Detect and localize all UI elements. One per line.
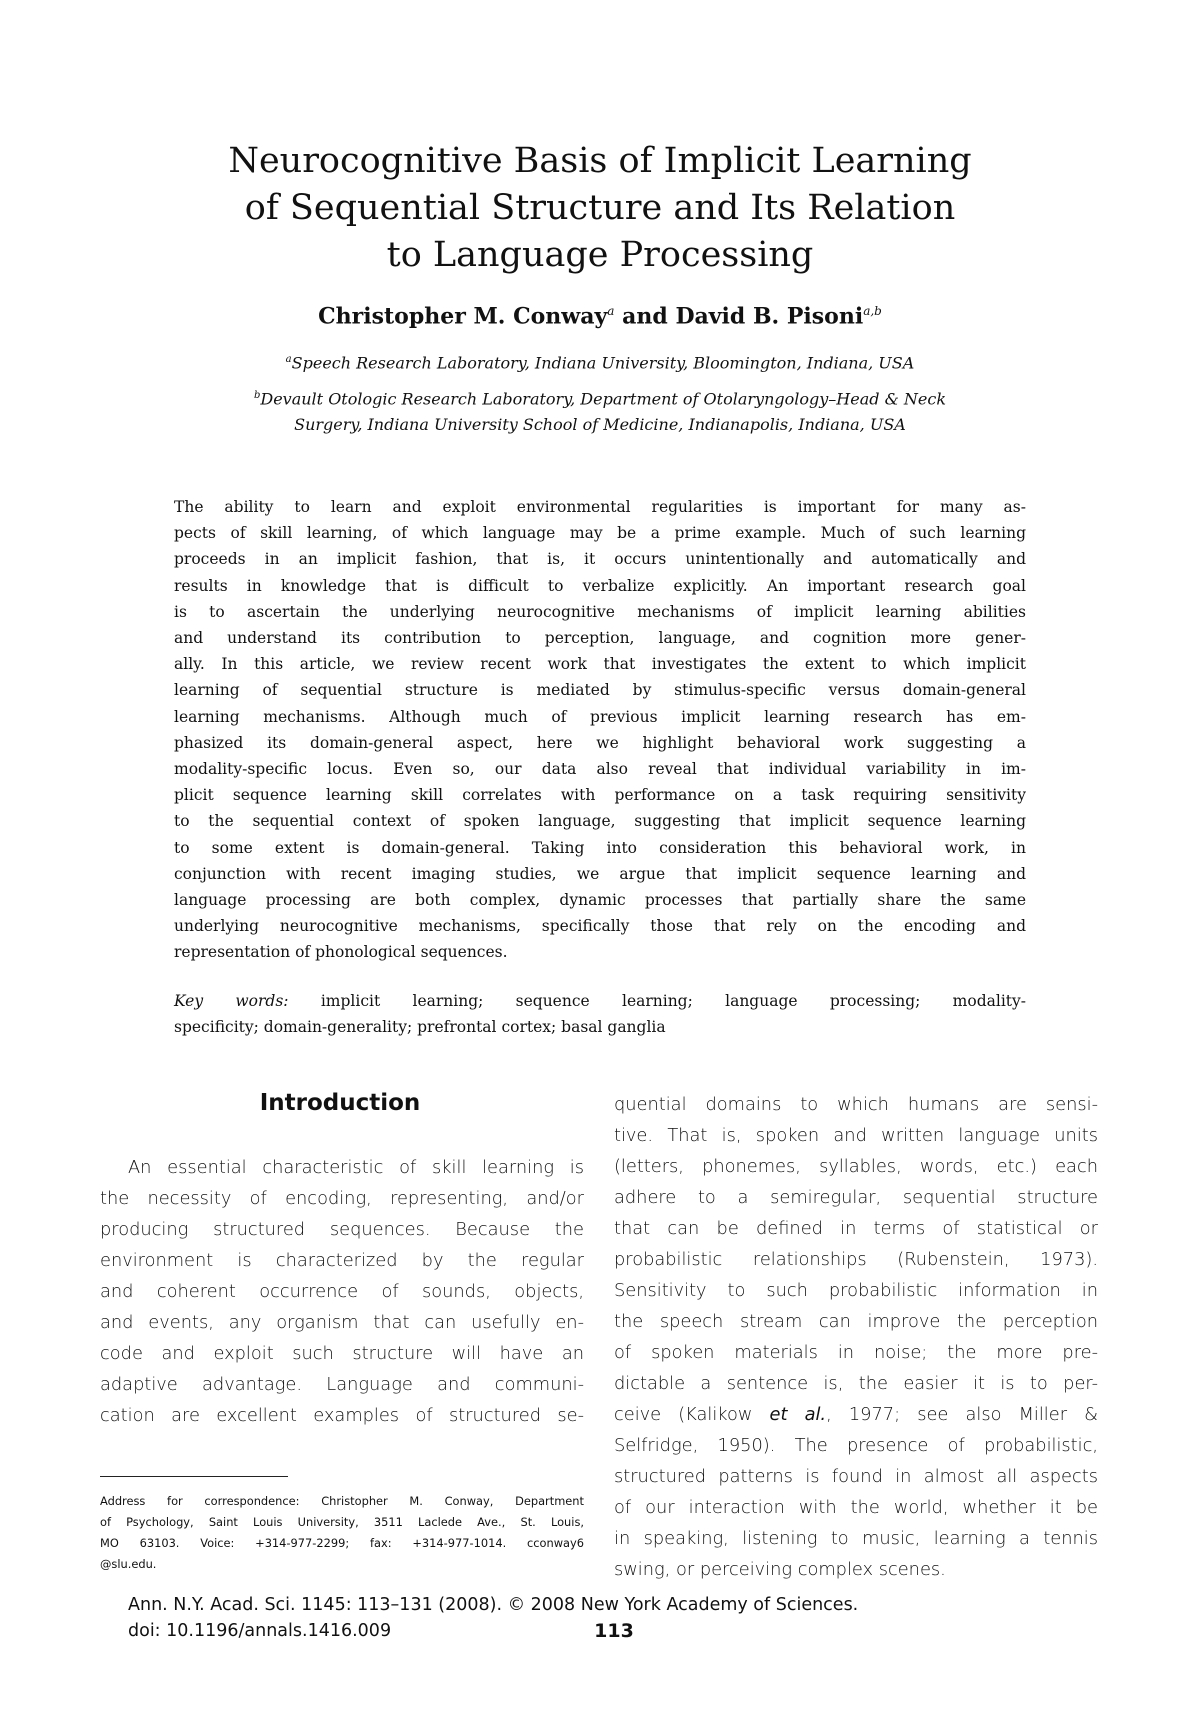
- abstract-line: is to ascertain the underlying neurocognitive mechanisms of implicit learning abilities: [174, 602, 1026, 621]
- paper-title: [150, 138, 1050, 279]
- citation-etal: et al.: [769, 1404, 827, 1425]
- section-heading-introduction: Introduction: [259, 1090, 421, 1116]
- body-line: [614, 1399, 1098, 1430]
- affiliation-line: Surgery, Indiana University School of Medicine, Indianapolis, Indiana, USA: [294, 415, 906, 435]
- author-affiliation-mark: a,b: [863, 304, 882, 318]
- abstract-line: results in knowledge that is difficult to verbalize explicitly. An important research goal: [174, 576, 1026, 595]
- title-line-1: Neurocognitive Basis of Implicit Learning: [228, 141, 972, 181]
- footnote-line: MO 63103. Voice: +314-977-2299; fax: +314-977-1014. cconway6: [100, 1536, 584, 1550]
- body-column-right: [614, 1089, 1098, 1585]
- correspondence-footnote: [100, 1491, 584, 1575]
- abstract-line: to the sequential context of spoken language, suggesting that implicit sequence learning: [174, 812, 1026, 831]
- citation-text: ceive (Kalikow: [614, 1404, 770, 1425]
- doi-line: doi: 10.1196/annals.1416.009: [128, 1621, 392, 1641]
- keywords-text: implicit learning; sequence learning; language processing; modality-: [320, 992, 1026, 1010]
- footnote-line: @slu.edu.: [100, 1557, 157, 1571]
- body-line: the necessity of encoding, representing, and/or: [100, 1188, 584, 1209]
- affiliation-line: [150, 383, 1050, 412]
- affiliation-b: [150, 383, 1050, 438]
- affiliation-mark: b: [253, 390, 261, 401]
- body-line: adhere to a semiregular, sequential structure: [614, 1187, 1098, 1208]
- body-line: adaptive advantage. Language and communi-: [100, 1374, 584, 1395]
- body-line: Sensitivity to such probabilistic information in: [614, 1280, 1098, 1301]
- footnote-rule: [100, 1476, 288, 1477]
- body-line: and coherent occurrence of sounds, objects,: [100, 1281, 584, 1302]
- body-line: Selfridge, 1950). The presence of probabilistic,: [614, 1435, 1098, 1456]
- page-number: 113: [594, 1620, 634, 1642]
- title-line-3: to Language Processing: [386, 235, 814, 275]
- keywords-line: specificity; domain-generality; prefrontal cortex; basal ganglia: [174, 1018, 666, 1037]
- abstract-line: conjunction with recent imaging studies, we argue that implicit sequence learning and: [174, 864, 1026, 883]
- abstract-line: proceeds in an implicit fashion, that is, it occurs unintentionally and automatically and: [174, 550, 1026, 569]
- body-line: dictable a sentence is, the easier it is to per-: [614, 1373, 1098, 1394]
- body-line: producing structured sequences. Because the: [100, 1219, 584, 1240]
- footnote-line: Address for correspondence: Christopher M. Conway, Department: [100, 1494, 584, 1508]
- abstract-line: learning of sequential structure is mediated by stimulus-specific versus domain-general: [174, 681, 1026, 700]
- author-name: David B. Pisoni: [675, 303, 864, 330]
- abstract-line: phasized its domain-general aspect, here we highlight behavioral work suggesting a: [174, 733, 1026, 752]
- author-affiliation-mark: a: [607, 304, 615, 318]
- abstract-line: The ability to learn and exploit environmental regularities is important for many as-: [174, 498, 1026, 516]
- abstract-line: pects of skill learning, of which language may be a prime example. Much of such learning: [174, 524, 1026, 543]
- body-line: the speech stream can improve the perception: [614, 1311, 1098, 1332]
- author-list: [150, 296, 1050, 331]
- body-line: quential domains to which humans are sensi-: [614, 1094, 1098, 1115]
- author-name: Christopher M. Conway: [318, 303, 608, 330]
- author-connector: and: [622, 303, 668, 330]
- abstract-line: to some extent is domain-general. Taking into consideration this behavioral work, in: [174, 838, 1026, 857]
- abstract-line: learning mechanisms. Although much of previous implicit learning research has em-: [174, 707, 1026, 726]
- body-line: in speaking, listening to music, learning a tennis: [614, 1528, 1098, 1549]
- affiliation-mark: a: [285, 354, 292, 365]
- affiliation-a: [150, 347, 1050, 376]
- citation-line: Ann. N.Y. Acad. Sci. 1145: 113–131 (2008). © 2008 New York Academy of Sciences.: [128, 1595, 859, 1615]
- body-line: An essential characteristic of skill learning is: [128, 1157, 584, 1178]
- abstract-line: modality-specific locus. Even so, our data also reveal that individual variability in im-: [174, 760, 1026, 779]
- keywords-line: [174, 988, 1026, 1014]
- body-line: that can be defined in terms of statistical or: [614, 1218, 1098, 1239]
- journal-citation: [128, 1592, 1028, 1644]
- abstract-line: underlying neurocognitive mechanisms, specifically those that rely on the encoding and: [174, 917, 1026, 936]
- abstract-line: plicit sequence learning skill correlates with performance on a task requiring sensitivity: [174, 786, 1026, 805]
- footnote-line: of Psychology, Saint Louis University, 3511 Laclede Ave., St. Louis,: [100, 1515, 584, 1529]
- abstract-line: language processing are both complex, dynamic processes that partially share the same: [174, 891, 1026, 910]
- body-line: and events, any organism that can usefully en-: [100, 1312, 584, 1333]
- keywords: [174, 988, 1026, 1040]
- abstract-line: and understand its contribution to perception, language, and cognition more gener-: [174, 629, 1026, 648]
- citation-text: , 1977; see also Miller &: [826, 1404, 1098, 1425]
- keywords-label: Key words:: [174, 992, 289, 1010]
- body-line: of spoken materials in noise; the more pre-: [614, 1342, 1098, 1363]
- body-line: cation are excellent examples of structured se-: [100, 1405, 584, 1426]
- body-column-left: [100, 1152, 584, 1431]
- affiliation-text: Speech Research Laboratory, Indiana University, Bloomington, Indiana, USA: [291, 353, 915, 373]
- abstract: [174, 494, 1026, 966]
- body-line: probabilistic relationships (Rubenstein, 1973).: [614, 1249, 1098, 1270]
- abstract-line: representation of phonological sequences.: [174, 943, 508, 962]
- abstract-line: ally. In this article, we review recent work that investigates the extent to which implicit: [174, 655, 1026, 674]
- body-line: swing, or perceiving complex scenes.: [614, 1559, 946, 1580]
- affiliation-text: Devault Otologic Research Laboratory, Department of Otolaryngology–Head & Neck: [260, 389, 947, 409]
- body-line: code and exploit such structure will have an: [100, 1343, 584, 1364]
- body-line: of our interaction with the world, whether it be: [614, 1497, 1098, 1518]
- body-line: tive. That is, spoken and written language units: [614, 1125, 1098, 1146]
- body-line: environment is characterized by the regular: [100, 1250, 584, 1271]
- title-line-2: of Sequential Structure and Its Relation: [244, 188, 956, 228]
- body-line: structured patterns is found in almost all aspects: [614, 1466, 1098, 1487]
- body-line: (letters, phonemes, syllables, words, etc.) each: [614, 1156, 1098, 1177]
